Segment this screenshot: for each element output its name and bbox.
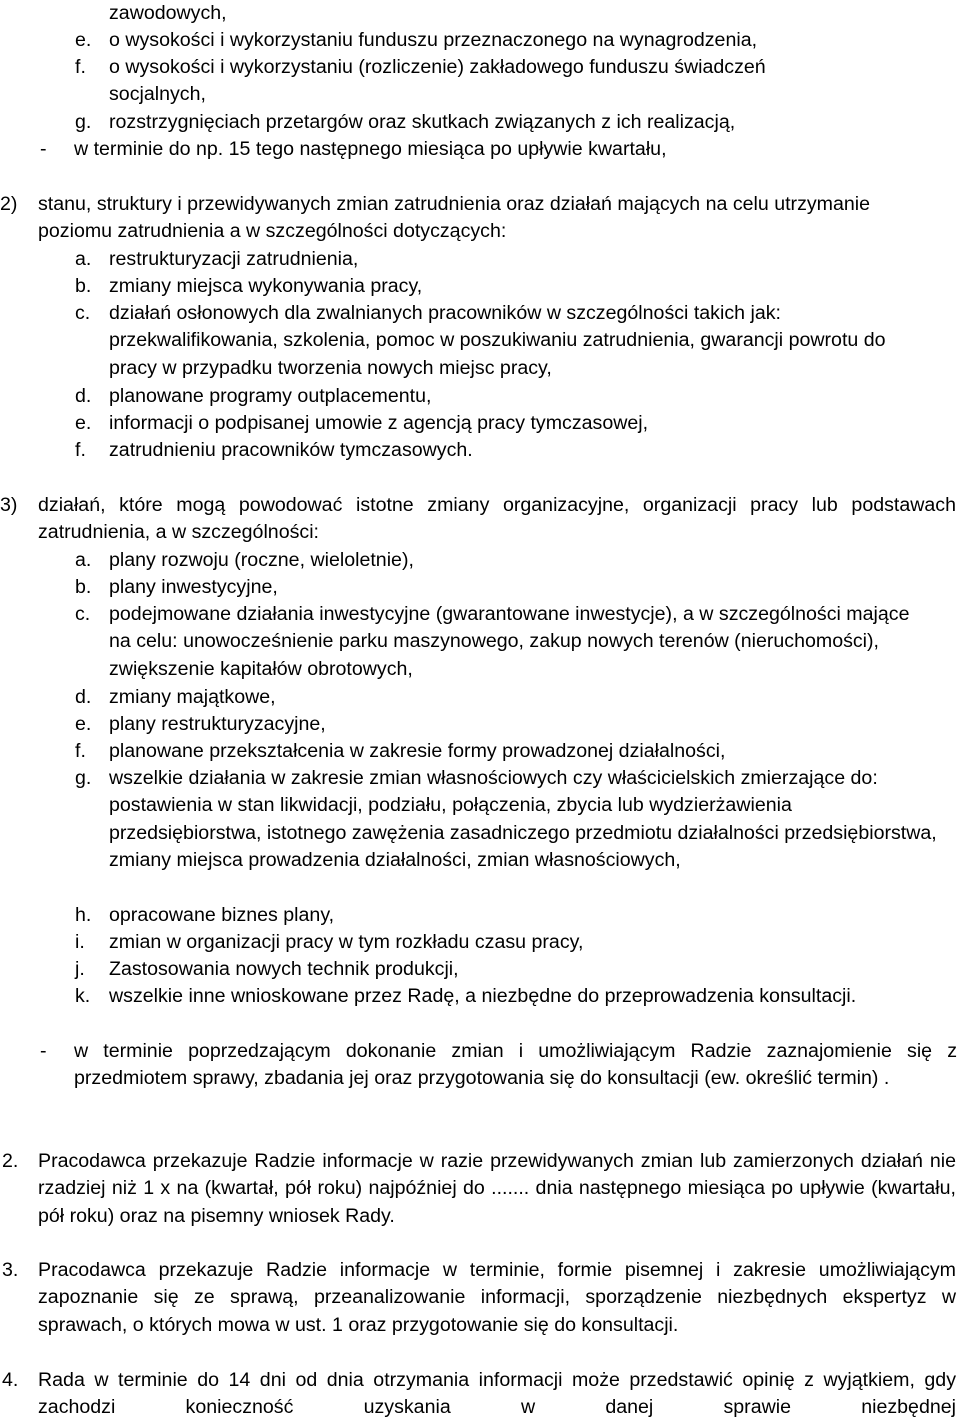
list-label: b. (75, 576, 92, 598)
list-label: a. (75, 549, 92, 571)
list-text: informacji o podpisanej umowie z agencją pracy tymczasowej, (109, 412, 649, 434)
term-dash: - (40, 1040, 47, 1062)
list-text: Zastosowania nowych technik produkcji, (109, 958, 459, 980)
list-label: f. (75, 56, 86, 78)
list-label: c. (75, 603, 91, 625)
list-text: zmian w organizacji pracy w tym rozkładu czasu pracy, (109, 931, 584, 953)
list-label: f. (75, 439, 86, 461)
section-intro: stanu, struktury i przewidywanych zmian zatrudnienia oraz działań mających na celu utrzymanie poziomu zatrudnienia a w szczególności dotyczących: (38, 193, 871, 243)
list-text: zmiany miejsca wykonywania pracy, (109, 275, 423, 297)
list-text: o wysokości i wykorzystaniu funduszu przeznaczonego na wynagrodzenia, (109, 29, 758, 51)
list-text: restrukturyzacji zatrudnienia, (109, 248, 359, 270)
list-label: e. (75, 713, 92, 735)
point-number: 2. (2, 1150, 19, 1172)
list-text: podejmowane działania inwestycyjne (gwarantowane inwestycje), a w szczególności mające na celu: unowocześnienie parku maszynowego, zakup nowych terenów (nieruchomości), zwiększenie kapitałów obrotowych, (109, 603, 910, 680)
point-text: Pracodawca przekazuje Radzie informacje w razie przewidywanych zmian lub zamierzonych działań nie rzadziej niż 1 x na (kwartał, pół roku) najpóźniej do ....... dnia następnego miesiąca po upływie (kwartału, pół roku) oraz na pisemny wniosek Rady. (38, 1150, 956, 1227)
term-text: w terminie do np. 15 tego następnego miesiąca po upływie kwartału, (74, 138, 667, 160)
list-text: opracowane biznes plany, (109, 904, 335, 926)
list-text: działań osłonowych dla zwalnianych pracowników w szczególności takich jak: przekwalifikowania, szkolenia, pomoc w poszukiwaniu zatrudnienia, gwarancji powrotu do pracy w przypadku tworzenia nowych miejsc pracy, (109, 302, 886, 379)
list-label: a. (75, 248, 92, 270)
list-text: zatrudnieniu pracowników tymczasowych. (109, 439, 473, 461)
list-label: c. (75, 302, 91, 324)
list-text: wszelkie działania w zakresie zmian własnościowych czy właścicielskich zmierzające do: postawienia w stan likwidacji, podziału, połączenia, zbycia lub wydzierżawienia przedsiębiorstwa, istotnego zawężenia zasadniczego przedmiotu działalności przedsiębiorstwa, zmiany miejsca prowadzenia działalności, zmian własnościowych, (109, 767, 937, 871)
section-number: 3) (0, 494, 18, 516)
term-dash: - (40, 138, 47, 160)
list-label: f. (75, 740, 86, 762)
list-text: plany inwestycyjne, (109, 576, 278, 598)
list-label: e. (75, 29, 92, 51)
list-text: planowane programy outplacementu, (109, 385, 432, 407)
list-label: i. (75, 931, 85, 953)
list-label: d. (75, 385, 92, 407)
list-text: plany restrukturyzacyjne, (109, 713, 326, 735)
point-number: 3. (2, 1259, 19, 1281)
point-number: 4. (2, 1369, 19, 1391)
list-label: h. (75, 904, 92, 926)
section-number: 2) (0, 193, 18, 215)
list-text: wszelkie inne wnioskowane przez Radę, a niezbędne do przeprowadzenia konsultacji. (109, 985, 857, 1007)
point-text: Rada w terminie do 14 dni od dnia otrzymania informacji może przedstawić opinię z wyjątkiem, gdy zachodzi konieczność uzyskania w danej sprawie niezbędnej (38, 1369, 956, 1419)
section-intro: działań, które mogą powodować istotne zmiany organizacyjne, organizacji pracy lub podstawach zatrudnienia, a w szczególności: (38, 494, 956, 544)
list-text: planowane przekształcenia w zakresie formy prowadzonej działalności, (109, 740, 726, 762)
item-d-continuation: zawodowych, (109, 2, 227, 24)
list-text: o wysokości i wykorzystaniu (rozliczenie) zakładowego funduszu świadczeń socjalnych, (109, 56, 766, 106)
list-label: e. (75, 412, 92, 434)
term-text: w terminie poprzedzającym dokonanie zmian i umożliwiającym Radzie zaznajomienie się z przedmiotem sprawy, zbadania jej oraz przygotowania się do konsultacji (ew. określić termin) . (74, 1040, 957, 1090)
point-text: Pracodawca przekazuje Radzie informacje w terminie, formie pisemnej i zakresie umożliwiającym zapoznanie się ze sprawą, przeanalizowanie informacji, sporządzenie niezbędnych ekspertyz w sprawach, o których mowa w ust. 1 oraz przygotowanie się do konsultacji. (38, 1259, 956, 1336)
list-text: rozstrzygnięciach przetargów oraz skutkach związanych z ich realizacją, (109, 111, 736, 133)
list-label: k. (75, 985, 91, 1007)
list-label: g. (75, 111, 92, 133)
list-label: b. (75, 275, 92, 297)
list-label: d. (75, 686, 92, 708)
list-text: plany rozwoju (roczne, wieloletnie), (109, 549, 414, 571)
list-text: zmiany majątkowe, (109, 686, 276, 708)
list-label: g. (75, 767, 92, 789)
list-label: j. (75, 958, 85, 980)
